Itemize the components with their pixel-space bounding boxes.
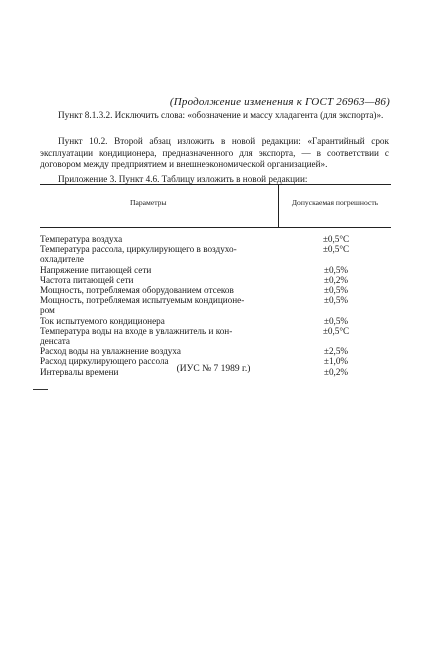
- footer-note: (ИУС № 7 1989 г.): [176, 364, 251, 374]
- tolerance-value: ±0,5%: [323, 295, 349, 306]
- table-row: [40, 244, 391, 264]
- paragraph-item-8-1-3-2: [40, 110, 389, 122]
- parameter-name-text: Мощность, потребляемая испытуемым кондиционе-: [40, 295, 245, 306]
- tolerance-value: ±0,2%: [323, 366, 349, 377]
- parameter-name: [40, 295, 280, 315]
- parameter-name-continuation: охладителе: [40, 254, 84, 265]
- parameter-name: [40, 285, 280, 295]
- tolerance-value: ±0,2%: [323, 274, 349, 285]
- table-header: [40, 184, 391, 228]
- parameter-name: [40, 265, 280, 275]
- parameter-name: [40, 346, 280, 356]
- parameter-name-text: Мощность, потребляемая оборудованием отсеков: [40, 285, 234, 296]
- header-label: Параметры: [130, 198, 167, 207]
- tolerance-value: ±1,0%: [323, 356, 349, 367]
- table-row: [40, 326, 391, 346]
- tolerance-value: ±0,5°С: [322, 325, 350, 336]
- table-row: [40, 285, 391, 295]
- parameter-name: [40, 234, 280, 244]
- tolerance-value: ±0,5%: [323, 285, 349, 296]
- parameter-name-text: Температура воды на входе в увлажнитель и кон-: [40, 325, 233, 336]
- tolerance-value: ±0,5%: [323, 315, 349, 326]
- parameter-name-continuation: денсата: [40, 336, 70, 347]
- divider-dash: [33, 389, 48, 390]
- table-row: [40, 275, 391, 285]
- parameter-name-text: Интервалы времени: [40, 366, 119, 377]
- parameter-name-text: Напряжение питающей сети: [40, 264, 152, 275]
- parameter-name-text: Температура воздуха: [40, 234, 123, 244]
- parameter-name-text: Расход циркулирующего рассола: [40, 356, 169, 367]
- table-row: [40, 346, 391, 356]
- parameter-name: [40, 326, 280, 346]
- paragraph-item-10-2: [40, 136, 389, 171]
- parameter-name-continuation: ром: [40, 305, 55, 316]
- table-row: [40, 234, 391, 244]
- parameter-name: [40, 244, 280, 264]
- parameter-name-text: Расход воды на увлажнение воздуха: [40, 346, 181, 357]
- page-header: (Продолжение изменения к ГОСТ 26963—86): [169, 96, 390, 108]
- paragraph-text: Пункт 8.1.3.2. Исключить слова: «обозначение и массу хладагента (для экспорта)».: [58, 110, 384, 120]
- paragraph-text: Пункт 10.2. Второй абзац изложить в новой редакции: «Гарантийный срок эксплуатации кондиционера, предназначенного для экспорта, — в соответствии с договором между предприятием и внешнеэкономической организацией».: [40, 136, 389, 169]
- tolerance-value: ±2,5%: [323, 346, 349, 357]
- paragraph-text: Приложение 3. Пункт 4.6. Таблицу изложить в новой редакции:: [58, 174, 308, 184]
- tolerance-value: ±0,5°С: [322, 234, 350, 244]
- tolerance-value: ±0,5%: [323, 264, 349, 275]
- parameter-name-text: Температура рассола, циркулирующего в воздухо-: [40, 244, 237, 255]
- header-cell-parameters: [40, 185, 279, 227]
- parameters-table: [40, 184, 391, 377]
- table-body: [40, 234, 391, 377]
- parameter-name-text: Ток испытуемого кондиционера: [40, 315, 165, 326]
- tolerance-value: ±0,5°С: [322, 244, 350, 255]
- parameter-name: [40, 275, 280, 285]
- header-cell-tolerance: Допускаемая погрешность: [291, 198, 379, 207]
- table-row: [40, 265, 391, 275]
- table-row: [40, 316, 391, 326]
- parameter-name-text: Частота питающей сети: [40, 274, 134, 285]
- table-row: [40, 295, 391, 315]
- parameter-name: [40, 316, 280, 326]
